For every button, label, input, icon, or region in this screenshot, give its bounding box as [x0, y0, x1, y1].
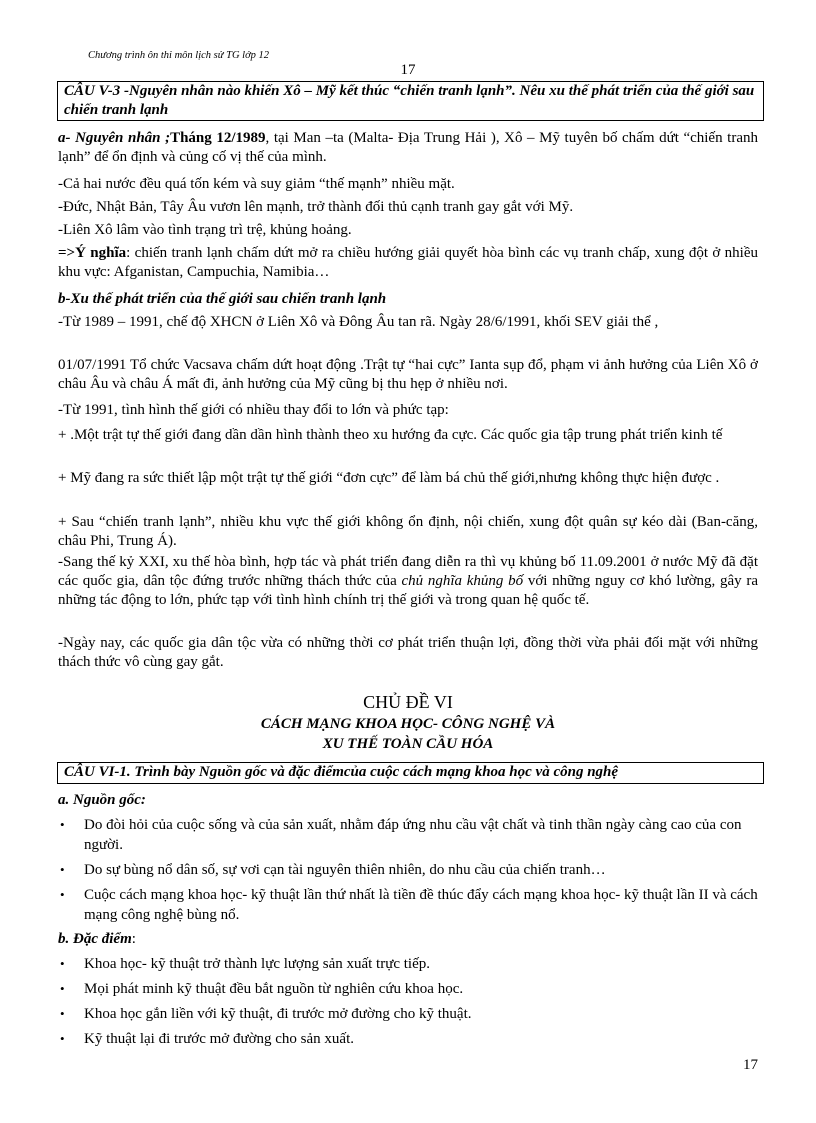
trend-point-8: -Ngày nay, các quốc gia dân tộc vừa có những thời cơ phát triển thuận lợi, đồng thời vừa phải đối mặt với những thách thức vô cùng gay gắt. [58, 635, 758, 670]
bullet-icon: • [60, 981, 65, 996]
page-number-bottom: 17 [743, 1057, 758, 1073]
trend-point-2: 01/07/1991 Tổ chức Vacsava chấm dứt hoạt động .Trật tự “hai cực” Ianta sụp đổ, phạm vi ảnh hưởng của Liên Xô ở châu Âu và châu Á mất đi, ảnh hưởng của Mỹ cũng bị thu hẹp ở nhiều nơi. [58, 357, 758, 392]
question-v3-title: CÂU V-3 -Nguyên nhân nào khiến Xô – Mỹ kết thúc “chiến tranh lạnh”. Nêu xu thế phát triển của thế giới sau chiến tranh lạnh [57, 81, 764, 121]
trend-point-1: -Từ 1989 – 1991, chế độ XHCN ở Liên Xô và Đông Âu tan rã. Ngày 28/6/1991, khối SEV giải thể , [58, 314, 659, 330]
trend-heading: b-Xu thế phát triển của thế giới sau chiến tranh lạnh [58, 291, 387, 307]
feature-item [58, 1029, 758, 1049]
trend-point-7-emphasis: chủ nghĩa khủng bố [401, 573, 524, 589]
feature-item-text: Kỹ thuật lại đi trước mở đường cho sản xuất. [84, 1031, 355, 1047]
topic-title: CHỦ ĐỀ VI [363, 692, 453, 712]
cause-point-2: -Đức, Nhật Bản, Tây Âu vươn lên mạnh, trở thành đối thủ cạnh tranh gay gắt với Mỹ. [58, 199, 574, 215]
meaning-label: =>Ý nghĩa [58, 245, 127, 261]
bullet-icon: • [60, 862, 65, 877]
feature-item-text: Mọi phát minh kỹ thuật đều bắt nguồn từ nghiên cứu khoa học. [84, 981, 464, 997]
trend-point-3: -Từ 1991, tình hình thế giới có nhiều thay đổi to lớn và phức tạp: [58, 402, 449, 418]
origin-item-text: Do sự bùng nổ dân số, sự vơi cạn tài nguyên thiên nhiên, do nhu cầu của chiến tranh… [84, 862, 606, 878]
feature-item-text: Khoa học- kỹ thuật trở thành lực lượng sản xuất trực tiếp. [84, 956, 431, 972]
bullet-icon: • [60, 817, 65, 832]
feature-item [58, 979, 758, 999]
trend-point-4: + .Một trật tự thế giới đang dần dần hình thành theo xu hướng đa cực. Các quốc gia tập trung phát triển kinh tế [58, 427, 723, 443]
trend-point-7-pre: -Sang thế kỷ XXI, xu thế hòa bình, hợp tác và phát triển đang diễn ra thì vụ khủng bố 11.09.2001 ở nước Mỹ đã đặt các quốc gia, dân tộc đứng trước những thách thức của [58, 554, 758, 589]
cause-point-3: -Liên Xô lâm vào tình trạng trì trệ, khủng hoảng. [58, 222, 352, 238]
feature-heading-colon: : [131, 931, 136, 947]
feature-heading-label: b. Đặc điểm [58, 931, 132, 947]
bullet-icon: • [60, 1031, 65, 1046]
topic-subtitle-2: XU THẾ TOÀN CẦU HÓA [322, 736, 494, 752]
cause-paragraph [58, 129, 758, 167]
cause-date: Tháng 12/1989 [170, 130, 266, 146]
bullet-icon: • [60, 1006, 65, 1021]
trend-point-7 [58, 553, 758, 610]
question-vi1-title: CÂU VI-1. Trình bày Nguồn gốc và đặc điểmcủa cuộc cách mạng khoa học và công nghệ [57, 762, 764, 784]
meaning-paragraph [58, 244, 758, 282]
topic-subtitle-1: CÁCH MẠNG KHOA HỌC- CÔNG NGHỆ VÀ [260, 716, 556, 732]
trend-point-5: + Mỹ đang ra sức thiết lập một trật tự thế giới “đơn cực” để làm bá chủ thế giới,nhưng không thực hiện được . [58, 470, 720, 486]
trend-point-6: + Sau “chiến tranh lạnh”, nhiều khu vực thế giới không ổn định, nội chiến, xung đột quân sự kéo dài (Ban-căng, châu Phi, Trung Á). [58, 514, 758, 549]
meaning-text: : chiến tranh lạnh chấm dứt mở ra chiều hướng giải quyết hòa bình các vụ tranh chấp, xung đột ở nhiều khu vực: Afganistan, Campuchia, Namibia… [58, 245, 758, 280]
origin-item [58, 860, 758, 880]
page-number-top: 17 [400, 62, 416, 78]
origin-item-text: Do đòi hỏi của cuộc sống và của sản xuất, nhằm đáp ứng nhu cầu vật chất và tinh thần ngày càng cao của con người. [84, 817, 742, 853]
origin-item [58, 885, 758, 925]
cause-text: , tại Man –ta (Malta- Địa Trung Hải ), Xô – Mỹ tuyên bố chấm dứt “chiến tranh lạnh” để ổn định và củng cố vị thế của mình. [58, 130, 758, 165]
origin-item-text: Cuộc cách mạng khoa học- kỹ thuật lần thứ nhất là tiền đề thúc đẩy cách mạng khoa học- kỹ thuật lần II và cách mạng công nghệ bùng nổ. [84, 887, 758, 923]
cause-label: a- Nguyên nhân ; [58, 130, 171, 146]
running-header: Chương trình ôn thi môn lịch sử TG lớp 12 [88, 50, 270, 61]
feature-item-text: Khoa học gắn liền với kỹ thuật, đi trước mở đường cho kỹ thuật. [84, 1006, 472, 1022]
bullet-icon: • [60, 887, 65, 902]
feature-heading [58, 930, 758, 949]
origin-heading: a. Nguồn gốc: [58, 792, 146, 808]
origin-item [58, 815, 758, 855]
feature-item [58, 1004, 758, 1024]
cause-point-1: -Cả hai nước đều quá tốn kém và suy giảm “thế mạnh” nhiều mặt. [58, 176, 455, 192]
bullet-icon: • [60, 956, 65, 971]
feature-item [58, 954, 758, 974]
trend-point-7-post: với những nguy cơ khó lường, gây ra những tác động to lớn, phức tạp với tình hình chính trị thế giới và trong quan hệ quốc tế. [58, 573, 758, 608]
